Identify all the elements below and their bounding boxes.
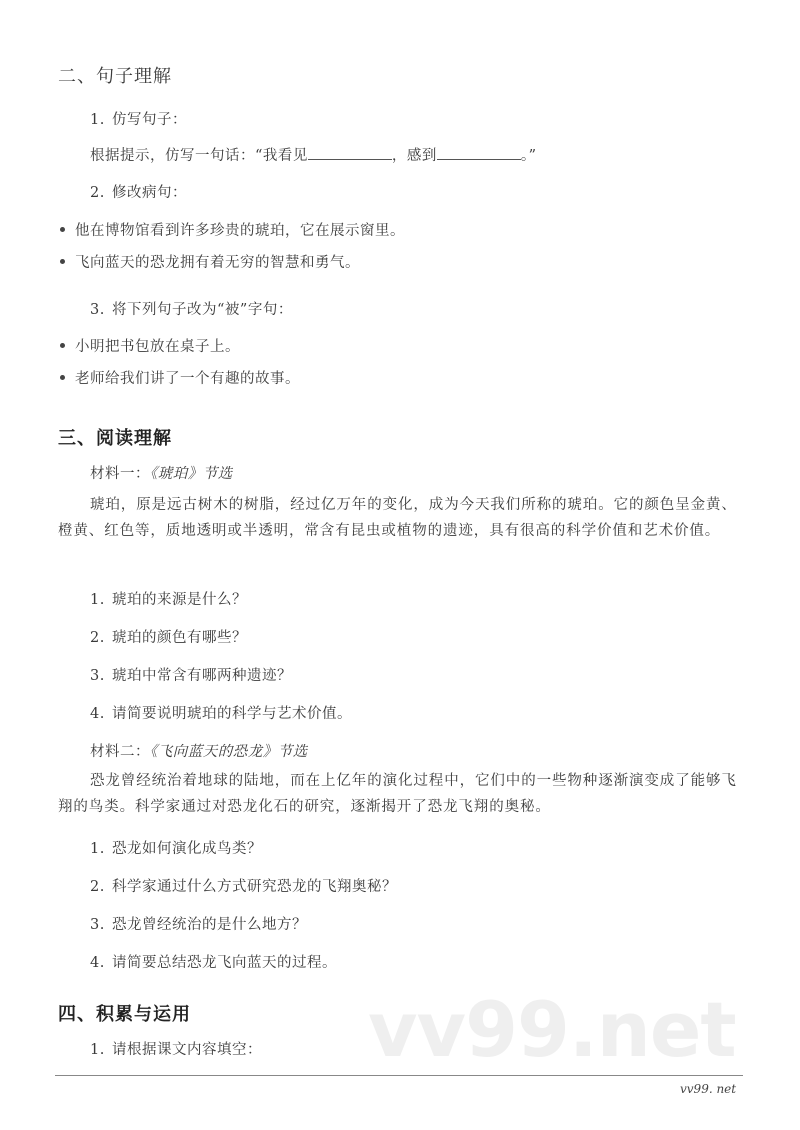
question-number: 4. [90, 706, 105, 722]
bullet-icon [60, 227, 65, 232]
section-heading-sentence-understanding: 二、句子理解 [58, 66, 172, 87]
list-item-text: 小明把书包放在桌子上。 [75, 339, 240, 355]
question-text: 请简要说明琥珀的科学与艺术价值。 [112, 706, 352, 722]
question-number: 1. [90, 112, 105, 128]
question-text: 恐龙如何演化成鸟类？ [112, 841, 262, 857]
material-title: 《琥珀》节选 [150, 466, 233, 482]
question-fill-in [90, 1038, 262, 1059]
question-text: 请简要总结恐龙飞向蓝天的过程。 [112, 955, 337, 971]
material-one-paragraph: 琥珀，原是远古树木的树脂，经过亿万年的变化，成为今天我们所称的琥珀。它的颜色呈金黄、橙黄、红色等，质地透明或半透明，常含有昆虫或植物的遗迹，具有很高的科学价值和艺术价值。 [58, 497, 737, 539]
question-fix-sentences [90, 181, 187, 202]
question-item [90, 951, 337, 972]
watermark: vv99.net [368, 985, 736, 1074]
question-number: 4. [90, 955, 105, 971]
bullet-icon [60, 375, 65, 380]
prompt-prefix: 根据提示，仿写一句话：“我看见 [90, 148, 308, 164]
fill-blank-2[interactable] [437, 145, 521, 160]
bullet-icon [60, 343, 65, 348]
list-item [60, 251, 360, 272]
material-two-label [90, 740, 308, 761]
list-item [60, 367, 300, 388]
question-number: 2. [90, 630, 105, 646]
question-number: 1. [90, 1042, 105, 1058]
material-two-paragraph: 恐龙曾经统治着地球的陆地，而在上亿年的演化过程中，它们中的一些物种逐渐演变成了能够飞翔的鸟类。科学家通过对恐龙化石的研究，逐渐揭开了恐龙飞翔的奥秘。 [58, 773, 737, 815]
question-item [90, 702, 352, 723]
list-item [60, 219, 405, 240]
list-item-text: 老师给我们讲了一个有趣的故事。 [75, 371, 300, 387]
question-item [90, 837, 262, 858]
prompt-middle: ，感到 [391, 148, 437, 164]
bullet-icon [60, 259, 65, 264]
question-label: 修改病句： [112, 185, 187, 201]
question-number: 2. [90, 185, 105, 201]
question-text: 琥珀的来源是什么？ [112, 592, 247, 608]
question-number: 1. [90, 841, 105, 857]
question-text: 琥珀的颜色有哪些？ [112, 630, 247, 646]
material-one-label [90, 462, 233, 483]
material-prefix: 材料二： [90, 744, 150, 760]
list-item-text: 他在博物馆看到许多珍贵的琥珀，它在展示窗里。 [75, 223, 405, 239]
question-item [90, 875, 397, 896]
footer-site: vv99. net [680, 1082, 737, 1096]
question-number: 3. [90, 668, 105, 684]
list-item-text: 飞向蓝天的恐龙拥有着无穷的智慧和勇气。 [75, 255, 360, 271]
question-label: 仿写句子： [112, 112, 187, 128]
question-label: 请根据课文内容填空： [112, 1042, 262, 1058]
fill-blank-1[interactable] [308, 145, 392, 160]
question-passive-voice [90, 298, 293, 319]
question-text: 科学家通过什么方式研究恐龙的飞翔奥秘？ [112, 879, 397, 895]
question-number: 2. [90, 879, 105, 895]
question-number: 3. [90, 917, 105, 933]
question-item [90, 588, 247, 609]
question-item [90, 626, 247, 647]
question-item [90, 664, 292, 685]
question-label: 将下列句子改为“被”字句： [112, 302, 293, 318]
question-text: 琥珀中常含有哪两种遗迹？ [112, 668, 292, 684]
imitate-prompt [90, 144, 537, 165]
question-number: 1. [90, 592, 105, 608]
section-heading-accumulation-application: 四、积累与运用 [58, 1004, 191, 1025]
section-heading-reading-comprehension: 三、阅读理解 [58, 428, 172, 449]
prompt-suffix: 。” [520, 148, 537, 164]
question-item [90, 913, 307, 934]
question-imitate-sentence [90, 108, 187, 129]
question-text: 恐龙曾经统治的是什么地方？ [112, 917, 307, 933]
material-title: 《飞向蓝天的恐龙》节选 [150, 744, 308, 760]
footer-divider [55, 1075, 743, 1076]
list-item [60, 335, 240, 356]
question-number: 3. [90, 302, 105, 318]
material-prefix: 材料一： [90, 466, 150, 482]
